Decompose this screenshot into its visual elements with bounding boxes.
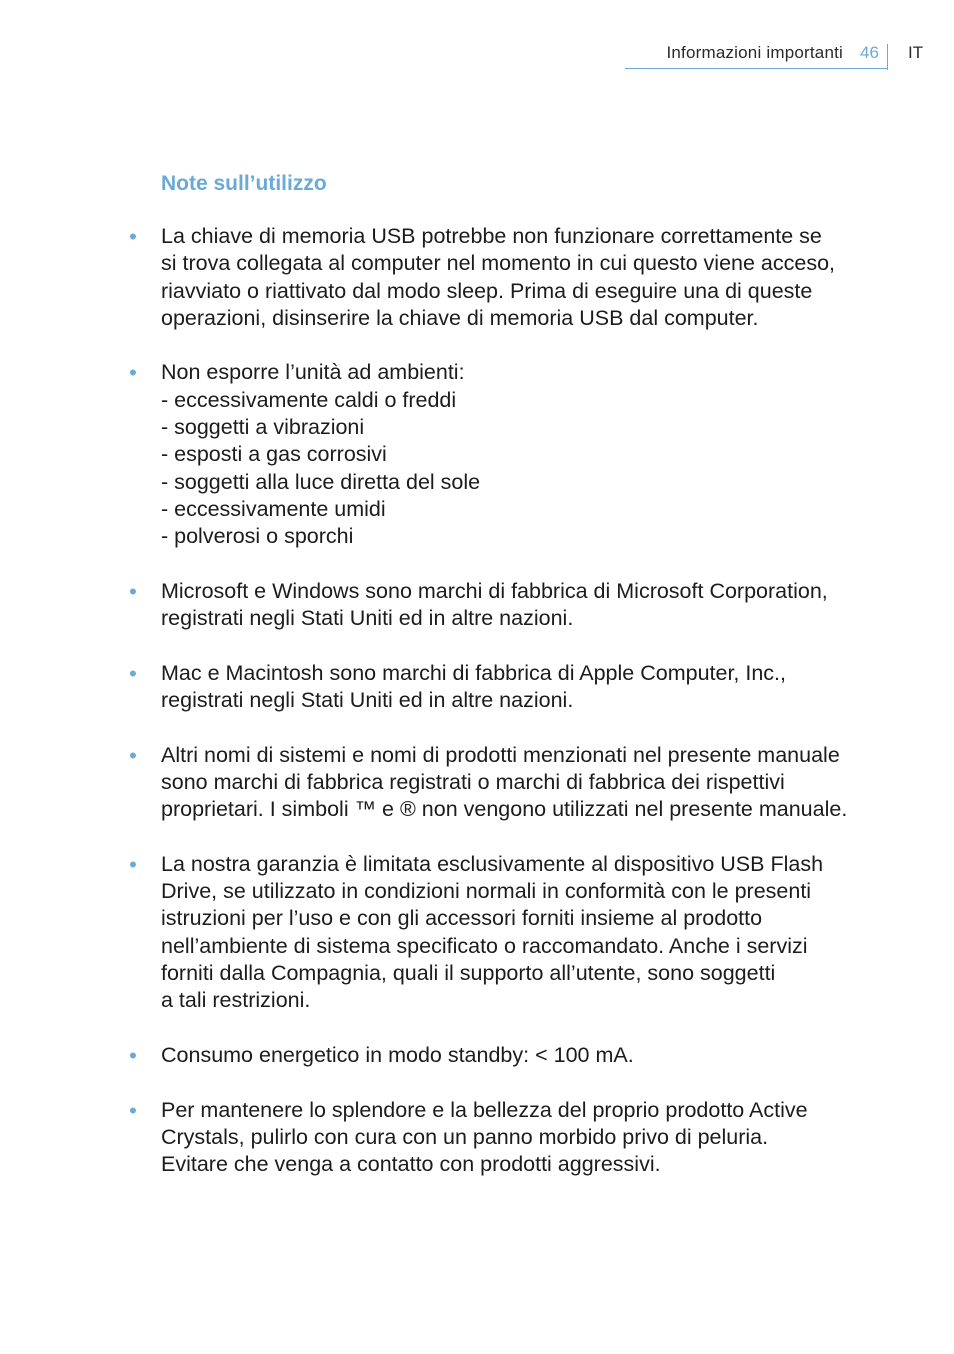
list-item-line: Mac e Macintosh sono marchi di fabbrica di Apple Computer, Inc., [161,660,787,685]
bullet-icon: • [129,742,137,768]
list-item-line: Drive, se utilizzato in condizioni normali in conformità con le presenti [161,879,812,904]
header-horizontal-rule [625,68,888,69]
list-item [0,223,891,332]
list-item-line: istruzioni per l’uso e con gli accessori forniti insieme al prodotto [161,906,763,931]
list-item [0,742,891,824]
list-item [0,851,891,1015]
list-item-line: proprietari. I simboli ™ e ® non vengono utilizzati nel presente manuale. [161,797,848,822]
list-item-line: Crystals, pulirlo con cura con un panno morbido privo di peluria. [161,1124,769,1149]
bullet-icon: • [129,360,137,386]
list-item-line: La chiave di memoria USB potrebbe non funzionare correttamente se [161,224,822,248]
list-item-line: Non esporre l’unità ad ambienti: [161,360,465,385]
language-code: IT [908,43,924,62]
section-title: Note sull’utilizzo [161,172,327,195]
list-item-line: - soggetti a vibrazioni [161,415,365,440]
bullet-icon: • [129,578,137,604]
list-item [0,578,891,633]
list-item-line: - soggetti alla luce diretta del sole [161,469,481,494]
list-item-line: a tali restrizioni. [161,988,311,1013]
list-item-line: - polverosi o sporchi [161,524,354,549]
list-item-line: La nostra garanzia è limitata esclusivamente al dispositivo USB Flash [161,851,824,876]
bullet-icon: • [129,1097,137,1123]
list-item-line: Per mantenere lo splendore e la bellezza del proprio prodotto Active [161,1097,808,1122]
list-item-line: Microsoft e Windows sono marchi di fabbrica di Microsoft Corporation, [161,578,828,603]
bullet-icon: • [129,1042,137,1068]
list-item-line: Altri nomi di sistemi e nomi di prodotti menzionati nel presente manuale [161,742,840,767]
page-header [0,42,954,72]
list-item-line: - eccessivamente umidi [161,496,386,521]
bullet-icon: • [129,851,137,877]
list-item [0,359,891,550]
list-item-line: sono marchi di fabbrica registrati o marchi di fabbrica dei rispettivi [161,769,785,794]
list-item-line: - eccessivamente caldi o freddi [161,387,457,412]
bullet-icon: • [129,660,137,686]
list-item-line: nell’ambiente di sistema specificato o raccomandato. Anche i servizi [161,933,808,958]
notes-list [0,223,954,1206]
list-item-line: forniti dalla Compagnia, quali il supporto all’utente, sono soggetti [161,961,776,986]
list-item-line: si trova collegata al computer nel momento in cui questo viene acceso, [161,251,836,276]
list-item [0,1042,891,1069]
list-item [0,1097,891,1179]
header-section-title: Informazioni importanti [666,43,843,62]
list-item-line: Evitare che venga a contatto con prodotti aggressivi. [161,1152,661,1177]
list-item-line: operazioni, disinserire la chiave di memoria USB dal computer. [161,305,759,330]
list-item-line: riavviato o riattivato dal modo sleep. Prima di eseguire una di queste [161,278,813,303]
list-item [0,660,891,715]
list-item-line: Consumo energetico in modo standby: < 100 mA. [161,1042,634,1067]
list-item-line: - esposti a gas corrosivi [161,442,387,467]
list-item-line: registrati negli Stati Uniti ed in altre nazioni. [161,688,574,713]
page-number: 46 [860,43,879,62]
list-item-line: registrati negli Stati Uniti ed in altre nazioni. [161,606,574,631]
bullet-icon: • [129,224,137,249]
header-vertical-divider [887,44,888,70]
